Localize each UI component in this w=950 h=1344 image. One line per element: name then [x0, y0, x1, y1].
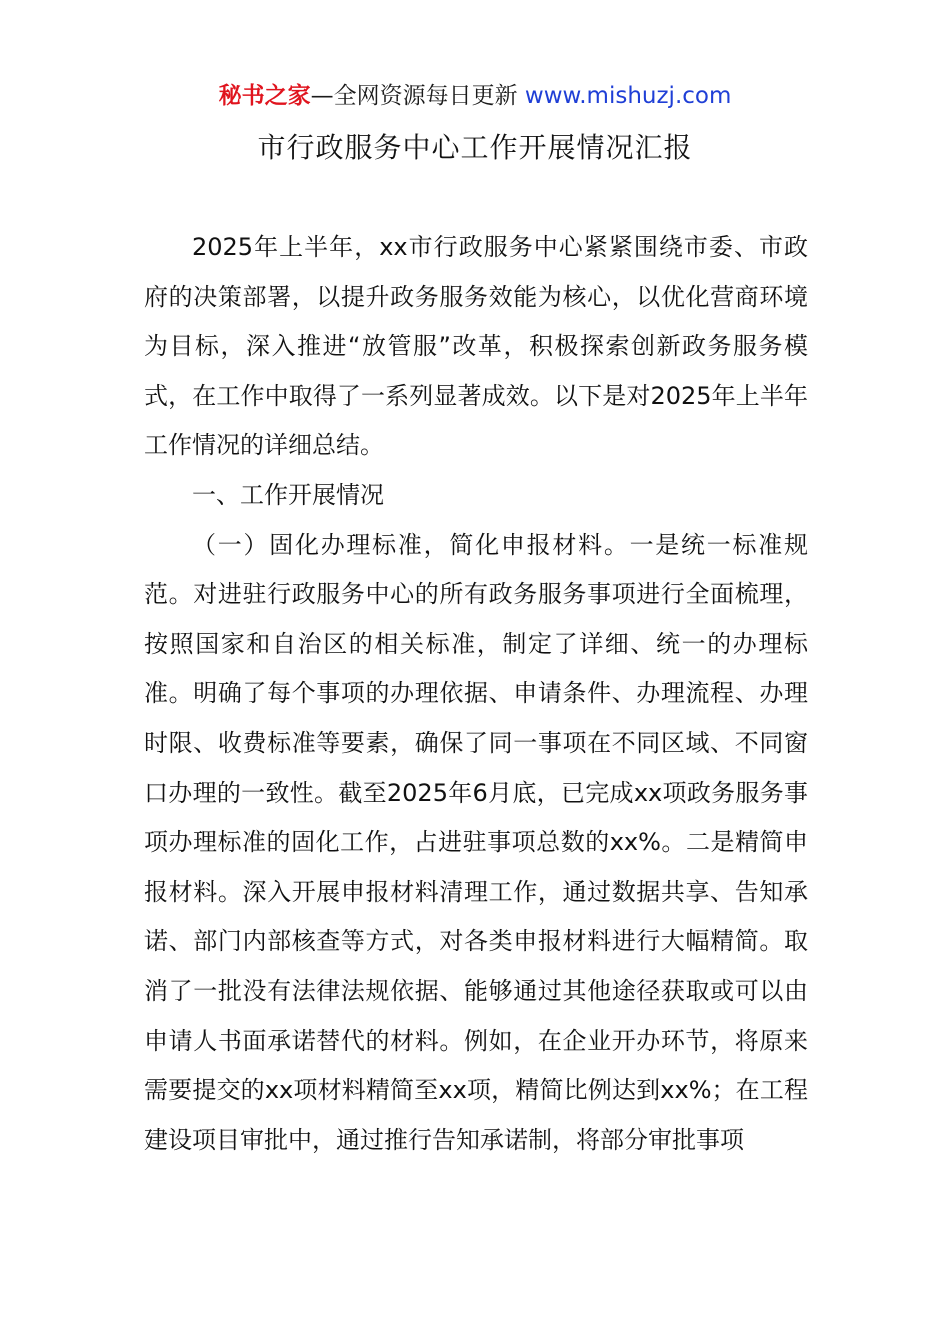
document-body: [144, 223, 808, 1165]
site-banner: [0, 78, 950, 114]
site-url[interactable]: www.mishuzj.com: [524, 83, 732, 109]
paragraph-intro: 2025年上半年，xx市行政服务中心紧紧围绕市委、市政府的决策部署，以提升政务服务效能为核心，以优化营商环境为目标，深入推进“放管服”改革，积极探索创新政务服务模式，在工作中取得了一系列显著成效。以下是对2025年上半年工作情况的详细总结。: [144, 233, 808, 460]
banner-tagline: —全网资源每日更新: [310, 83, 525, 109]
document-title: 市行政服务中心工作开展情况汇报: [257, 131, 693, 164]
section-heading: 一、工作开展情况: [192, 480, 384, 509]
paragraph-section-1: （一）固化办理标准，简化申报材料。一是统一标准规范。对进驻行政服务中心的所有政务服务事项进行全面梳理，按照国家和自治区的相关标准，制定了详细、统一的办理标准。明确了每个事项的办理依据、申请条件、办理流程、办理时限、收费标准等要素，确保了同一事项在不同区域、不同窗口办理的一致性。截至2025年6月底，已完成xx项政务服务事项办理标准的固化工作，占进驻事项总数的xx%。二是精简申报材料。深入开展申报材料清理工作，通过数据共享、告知承诺、部门内部核查等方式，对各类申报材料进行大幅精简。取消了一批没有法律法规依据、能够通过其他途径获取或可以由申请人书面承诺替代的材料。例如，在企业开办环节，将原来需要提交的xx项材料精简至xx项，精简比例达到xx%；在工程建设项目审批中，通过推行告知承诺制，将部分审批事项: [144, 530, 808, 1154]
brand-name: 秘书之家: [218, 83, 311, 109]
